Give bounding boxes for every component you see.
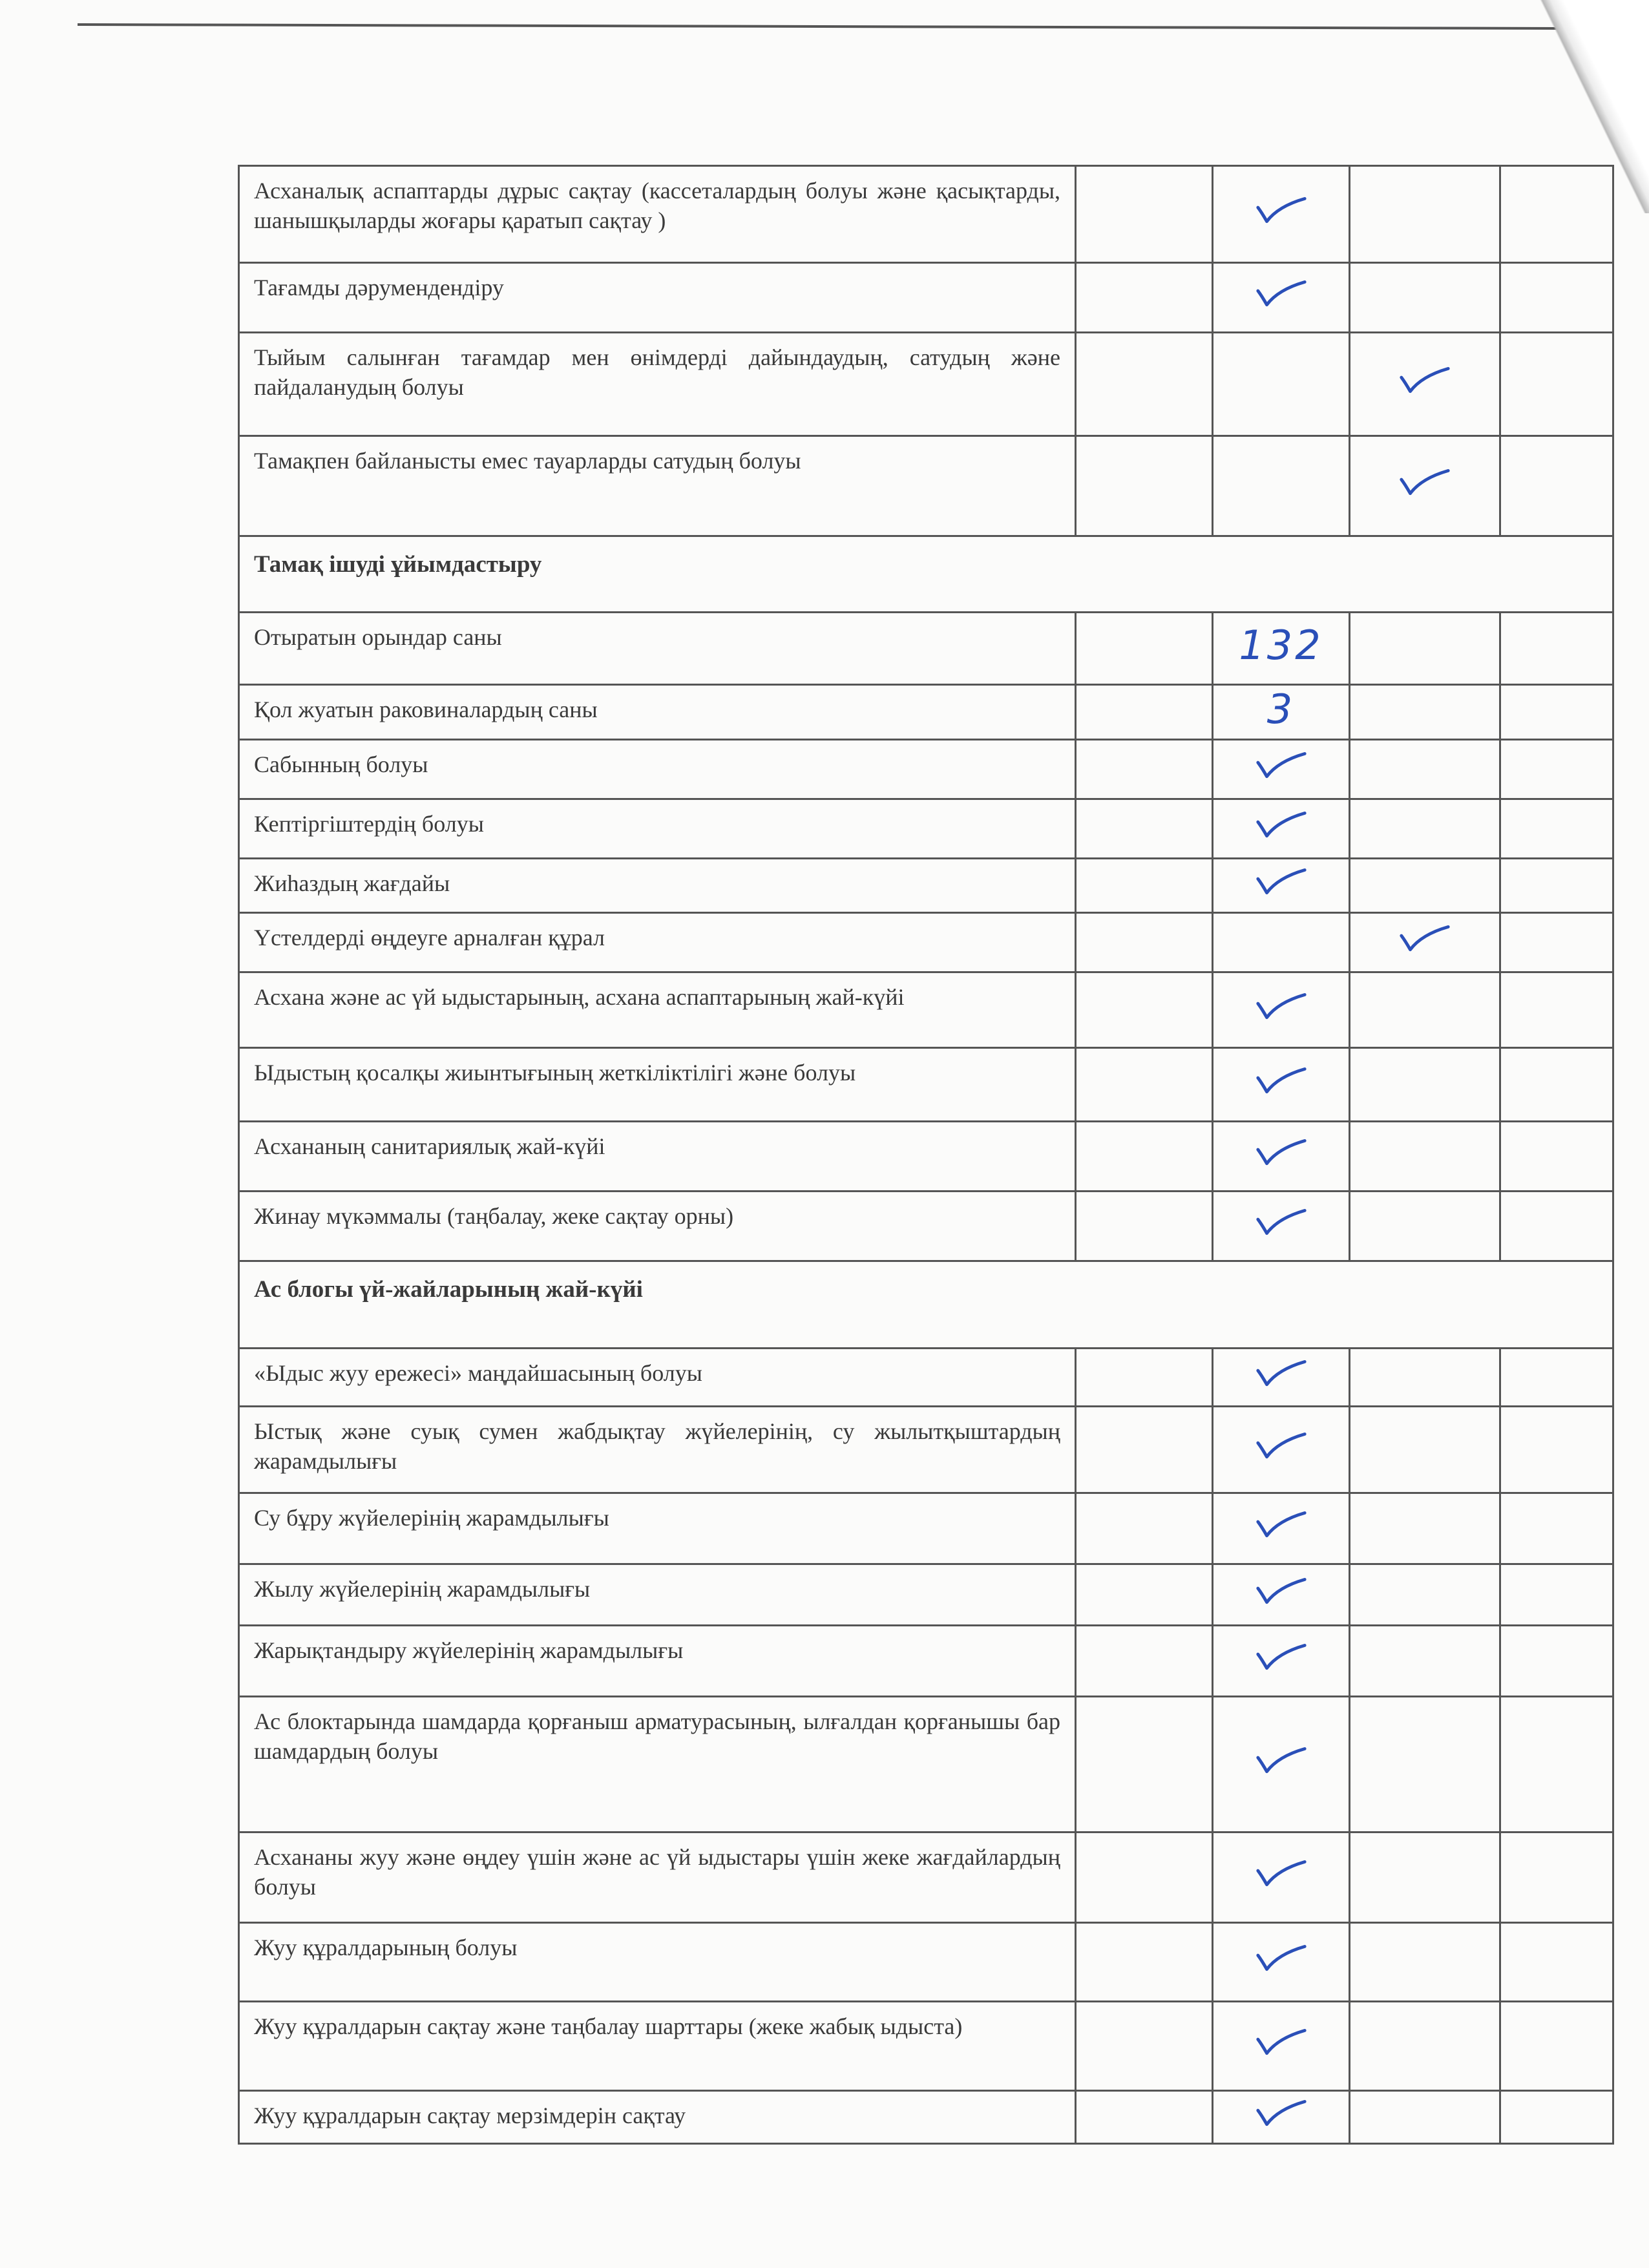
checkmark-icon (1253, 748, 1310, 783)
question-cell: Асхананы жуу және өңдеу үшін және ас үй ыдыстары үшін жеке жағдайлардың болуы (239, 1832, 1076, 1923)
table-row (239, 1626, 1613, 1697)
answer-cell (1350, 1626, 1500, 1697)
answer-cell (1500, 1493, 1613, 1564)
checkmark-icon (1253, 1429, 1310, 1464)
answer-cell (1076, 1349, 1213, 1407)
table-row (239, 1564, 1613, 1626)
answer-cell (1213, 1493, 1350, 1564)
answer-cell (1213, 613, 1350, 685)
table-row (239, 2091, 1613, 2144)
answer-cell (1076, 263, 1213, 333)
answer-cell (1350, 436, 1500, 536)
table-row (239, 740, 1613, 799)
inspection-table (238, 165, 1614, 2145)
table-row (239, 613, 1613, 685)
table-row (239, 1832, 1613, 1923)
answer-cell (1076, 333, 1213, 436)
checkmark-icon (1396, 465, 1453, 500)
answer-cell (1350, 740, 1500, 799)
answer-cell (1076, 613, 1213, 685)
answer-cell (1213, 2091, 1350, 2144)
question-cell: Тыйым салынған тағамдар мен өнімдерді дайындаудың, сатудың және пайдаланудың болуы (239, 333, 1076, 436)
section-row (239, 1261, 1613, 1349)
answer-cell (1500, 1923, 1613, 2002)
question-cell: Тағамды дәрумендендіру (239, 263, 1076, 333)
checkmark-icon (1253, 1135, 1310, 1170)
answer-cell (1500, 166, 1613, 263)
answer-cell (1213, 436, 1350, 536)
question-cell: Ыдыстың қосалқы жиынтығының жеткіліктілігі және болуы (239, 1048, 1076, 1122)
checkmark-icon (1253, 2096, 1310, 2131)
checkmark-icon (1253, 989, 1310, 1024)
answer-cell (1500, 913, 1613, 972)
answer-cell (1350, 1192, 1500, 1261)
answer-cell (1076, 1192, 1213, 1261)
question-cell: Отыратын орындар саны (239, 613, 1076, 685)
table-row (239, 1493, 1613, 1564)
answer-cell (1500, 2091, 1613, 2144)
question-cell: Асхана және ас үй ыдыстарының, асхана аспаптарының жай-күйі (239, 972, 1076, 1048)
answer-cell (1350, 685, 1500, 740)
answer-cell (1213, 2002, 1350, 2091)
section-heading: Тамақ ішуді ұйымдастыру (239, 536, 1613, 613)
answer-cell (1076, 685, 1213, 740)
answer-cell (1500, 1349, 1613, 1407)
answer-cell (1213, 1697, 1350, 1832)
section-row (239, 536, 1613, 613)
answer-cell (1076, 972, 1213, 1048)
table-row (239, 1923, 1613, 2002)
checkmark-icon (1253, 2025, 1310, 2060)
table-row (239, 972, 1613, 1048)
page-top-edge (78, 23, 1615, 30)
answer-cell (1350, 2002, 1500, 2091)
table-row (239, 2002, 1613, 2091)
answer-cell (1213, 1192, 1350, 1261)
table-row (239, 799, 1613, 859)
answer-cell (1500, 613, 1613, 685)
answer-cell (1076, 1048, 1213, 1122)
answer-cell (1076, 859, 1213, 913)
answer-cell (1076, 1626, 1213, 1697)
answer-cell (1350, 972, 1500, 1048)
answer-cell (1350, 333, 1500, 436)
checkmark-icon (1253, 1356, 1310, 1391)
answer-cell (1076, 166, 1213, 263)
answer-cell (1213, 1923, 1350, 2002)
answer-cell (1500, 859, 1613, 913)
answer-cell (1500, 1407, 1613, 1493)
checkmark-icon (1253, 808, 1310, 843)
answer-cell (1213, 740, 1350, 799)
question-cell: Қол жуатын раковиналардың саны (239, 685, 1076, 740)
answer-cell (1500, 740, 1613, 799)
table-row (239, 436, 1613, 536)
checkmark-icon (1396, 921, 1453, 956)
answer-cell (1500, 263, 1613, 333)
table-row (239, 859, 1613, 913)
question-cell: Асхананың санитариялық жай-күйі (239, 1122, 1076, 1192)
answer-cell (1350, 263, 1500, 333)
answer-cell (1076, 1122, 1213, 1192)
answer-cell (1076, 740, 1213, 799)
handwritten-value: 3 (1266, 685, 1296, 733)
answer-cell (1500, 1122, 1613, 1192)
answer-cell (1350, 1493, 1500, 1564)
answer-cell (1076, 1564, 1213, 1626)
answer-cell (1500, 1832, 1613, 1923)
answer-cell (1213, 1048, 1350, 1122)
answer-cell (1500, 799, 1613, 859)
checkmark-icon (1253, 1640, 1310, 1675)
answer-cell (1213, 333, 1350, 436)
answer-cell (1500, 972, 1613, 1048)
answer-cell (1213, 1564, 1350, 1626)
answer-cell (1076, 1407, 1213, 1493)
answer-cell (1213, 1349, 1350, 1407)
table-row (239, 1122, 1613, 1192)
answer-cell (1500, 1048, 1613, 1122)
answer-cell (1076, 1697, 1213, 1832)
question-cell: «Ыдыс жуу ережесі» маңдайшасының болуы (239, 1349, 1076, 1407)
question-cell: Кептіргіштердің болуы (239, 799, 1076, 859)
checkmark-icon (1253, 1856, 1310, 1891)
question-cell: Ыстық және суық сумен жабдықтау жүйелерінің, су жылытқыштардың жарамдылығы (239, 1407, 1076, 1493)
answer-cell (1350, 1923, 1500, 2002)
question-cell: Жарықтандыру жүйелерінің жарамдылығы (239, 1626, 1076, 1697)
checkmark-icon (1253, 1205, 1310, 1240)
question-cell: Жиһаздың жағдайы (239, 859, 1076, 913)
answer-cell (1213, 1832, 1350, 1923)
answer-cell (1350, 1048, 1500, 1122)
checkmark-icon (1253, 1507, 1310, 1542)
checkmark-icon (1253, 1064, 1310, 1098)
answer-cell (1076, 913, 1213, 972)
answer-cell (1350, 1564, 1500, 1626)
table-row (239, 166, 1613, 263)
answer-cell (1213, 1407, 1350, 1493)
checkmark-icon (1396, 363, 1453, 398)
table-row (239, 1407, 1613, 1493)
answer-cell (1350, 1349, 1500, 1407)
table-row (239, 1697, 1613, 1832)
answer-cell (1350, 1697, 1500, 1832)
question-cell: Жуу құралдарын сақтау және таңбалау шарттары (жеке жабық ыдыста) (239, 2002, 1076, 2091)
table-row (239, 263, 1613, 333)
answer-cell (1213, 972, 1350, 1048)
answer-cell (1350, 1407, 1500, 1493)
answer-cell (1350, 799, 1500, 859)
checkmark-icon (1253, 193, 1310, 228)
handwritten-value: 132 (1239, 622, 1323, 669)
answer-cell (1076, 436, 1213, 536)
answer-cell (1500, 1192, 1613, 1261)
checkmark-icon (1253, 865, 1310, 899)
table-row (239, 685, 1613, 740)
table-row (239, 1192, 1613, 1261)
section-heading: Ас блогы үй-жайларының жай-күйі (239, 1261, 1613, 1349)
question-cell: Тамақпен байланысты емес тауарларды сатудың болуы (239, 436, 1076, 536)
question-cell: Жылу жүйелерінің жарамдылығы (239, 1564, 1076, 1626)
answer-cell (1350, 166, 1500, 263)
answer-cell (1350, 1122, 1500, 1192)
table-row (239, 333, 1613, 436)
checkmark-icon (1253, 277, 1310, 311)
checkmark-icon (1253, 1941, 1310, 1976)
table-row (239, 1048, 1613, 1122)
answer-cell (1500, 1697, 1613, 1832)
checkmark-icon (1253, 1743, 1310, 1778)
answer-cell (1076, 799, 1213, 859)
answer-cell (1213, 799, 1350, 859)
answer-cell (1500, 1564, 1613, 1626)
answer-cell (1350, 1832, 1500, 1923)
answer-cell (1076, 2002, 1213, 2091)
question-cell: Ас блоктарында шамдарда қорғаныш арматурасының, ылғалдан қорғанышы бар шамдардың болуы (239, 1697, 1076, 1832)
answer-cell (1213, 859, 1350, 913)
question-cell: Жуу құралдарының болуы (239, 1923, 1076, 2002)
question-cell: Су бұру жүйелерінің жарамдылығы (239, 1493, 1076, 1564)
answer-cell (1350, 859, 1500, 913)
answer-cell (1500, 436, 1613, 536)
answer-cell (1350, 913, 1500, 972)
answer-cell (1500, 2002, 1613, 2091)
table-row (239, 1349, 1613, 1407)
table-row (239, 913, 1613, 972)
answer-cell (1500, 685, 1613, 740)
answer-cell (1076, 1493, 1213, 1564)
answer-cell (1500, 1626, 1613, 1697)
question-cell: Сабынның болуы (239, 740, 1076, 799)
question-cell: Жуу құралдарын сақтау мерзімдерін сақтау (239, 2091, 1076, 2144)
answer-cell (1213, 1626, 1350, 1697)
answer-cell (1500, 333, 1613, 436)
answer-cell (1350, 613, 1500, 685)
checkmark-icon (1253, 1574, 1310, 1609)
question-cell: Жинау мүкәммалы (таңбалау, жеке сақтау орны) (239, 1192, 1076, 1261)
answer-cell (1076, 1832, 1213, 1923)
answer-cell (1213, 913, 1350, 972)
question-cell: Асханалық аспаптарды дұрыс сақтау (кассеталардың болуы және қасықтарды, шанышқыларды жоғары қаратып сақтау ) (239, 166, 1076, 263)
answer-cell (1213, 166, 1350, 263)
answer-cell (1213, 1122, 1350, 1192)
answer-cell (1213, 685, 1350, 740)
question-cell: Үстелдерді өңдеуге арналған құрал (239, 913, 1076, 972)
answer-cell (1076, 2091, 1213, 2144)
answer-cell (1350, 2091, 1500, 2144)
answer-cell (1076, 1923, 1213, 2002)
answer-cell (1213, 263, 1350, 333)
